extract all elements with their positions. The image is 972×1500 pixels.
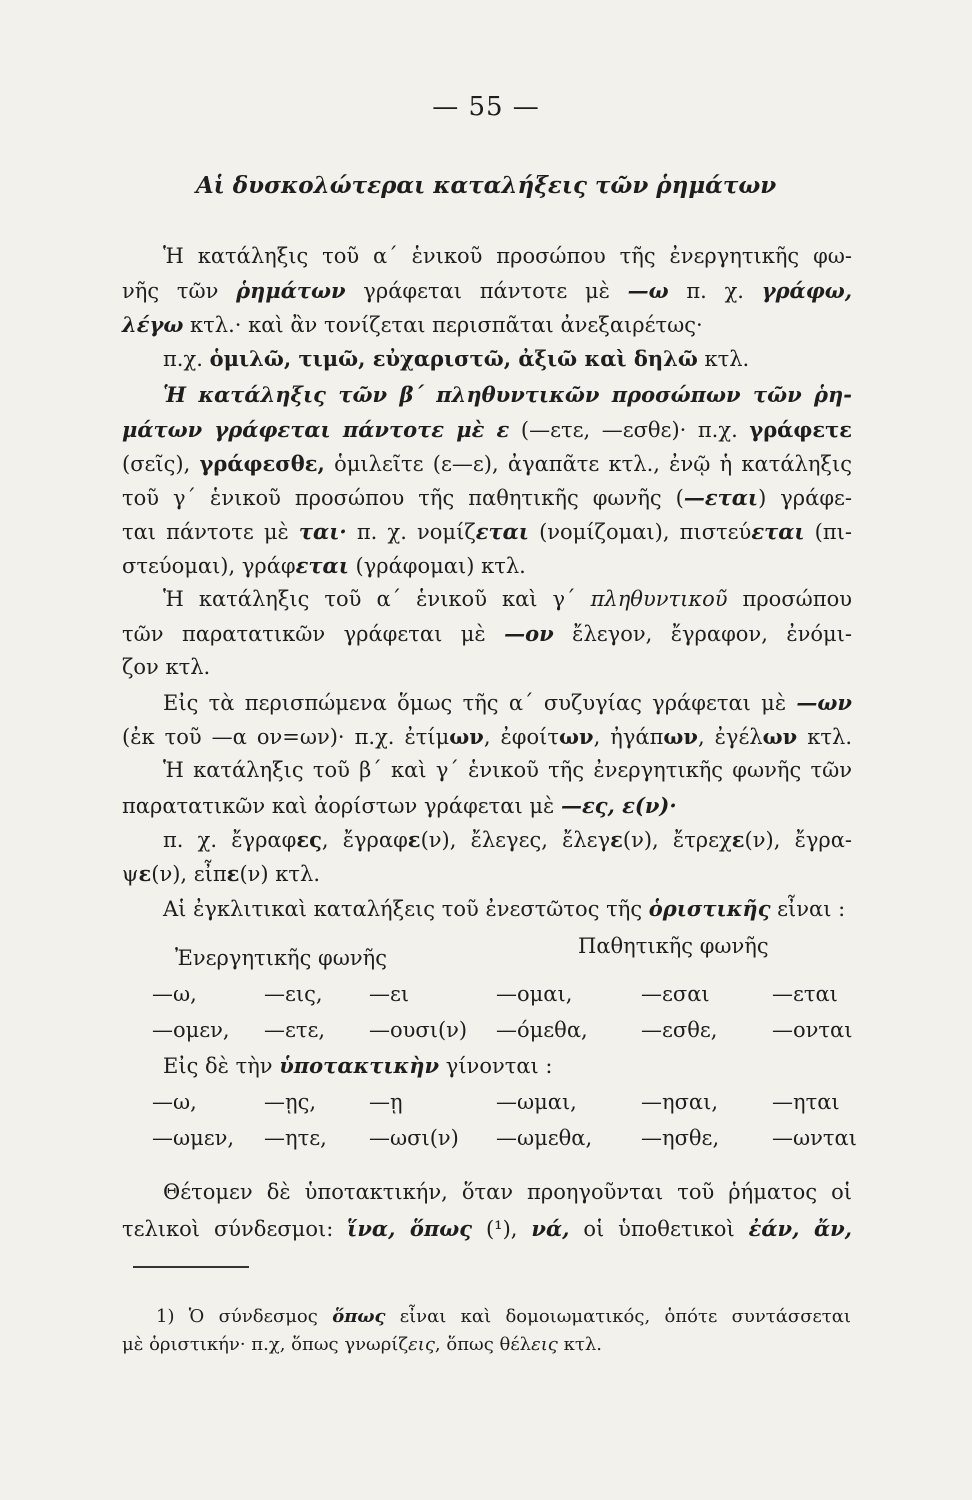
active-voice-header: Ἐνεργητικῆς φωνῆς: [175, 946, 387, 970]
paragraph-2-line-6: στεύομαι), γράφεται (γράφομαι) κτλ.: [122, 553, 526, 578]
footnote-line-2: μὲ ὁριστικήν· π.χ, ὅπως γνωρίζεις, ὅπως θέλεις κτλ.: [122, 1334, 602, 1355]
ending-cell: —ετε,: [264, 1018, 326, 1042]
section-title: Αἱ δυσκολώτεραι καταλήξεις τῶν ῥημάτων: [195, 172, 777, 199]
ending-cell: —ῃς,: [264, 1090, 317, 1114]
ending-cell: —ησθε,: [641, 1126, 720, 1150]
ending-cell: —ησαι,: [641, 1090, 719, 1114]
passive-voice-header: Παθητικῆς φωνῆς: [578, 934, 769, 958]
ending-cell: —ει: [369, 982, 410, 1006]
ending-cell: —ομαι,: [496, 982, 573, 1006]
paragraph-4-line-2: (ἐκ τοῦ —α ον=ων)· π.χ. ἐτίμων, ἐφοίτων, ἠγάπων, ἐγέλων κτλ.: [122, 724, 852, 749]
page-number: — 55 —: [432, 92, 540, 122]
ending-cell: —ωμαι,: [496, 1090, 577, 1114]
ending-cell: —ωσι(ν): [369, 1126, 459, 1150]
ending-cell: —ομεν,: [152, 1018, 230, 1042]
paragraph-2-line-1: Ἡ κατάληξις τῶν β΄ πληθυντικῶν προσώπων τῶν ῥη-: [163, 382, 852, 407]
ending-cell: —ω,: [152, 982, 197, 1006]
ending-cell: —ουσι(ν): [369, 1018, 468, 1042]
ending-cell: —ητε,: [264, 1126, 327, 1150]
paragraph-5-line-2: παρατατικῶν καὶ ἀορίστων γράφεται μὲ —ες, ε(ν)·: [122, 793, 677, 818]
ending-cell: —όμεθα,: [496, 1018, 588, 1042]
paragraph-2-line-5: ται πάντοτε μὲ ται· π. χ. νομίζεται (νομίζομαι), πιστεύεται (πι-: [122, 519, 853, 544]
paragraph-7-line-1: Εἰς δὲ τὴν ὑποτακτικὴν γίνονται :: [163, 1053, 553, 1078]
paragraph-8-line-1: Θέτομεν δὲ ὑποτακτικήν, ὅταν προηγοῦνται τοῦ ῥήματος οἱ: [163, 1180, 852, 1204]
paragraph-4-line-1: Εἰς τὰ περισπώμενα ὅμως τῆς α΄ συζυγίας γράφεται μὲ —ων: [163, 690, 852, 715]
ending-cell: —εσθε,: [641, 1018, 718, 1042]
ending-cell: —εται: [772, 982, 838, 1006]
paragraph-1-line-2: νῆς τῶν ῥημάτων γράφεται πάντοτε μὲ —ω π. χ. γράφω,: [122, 278, 853, 303]
ending-cell: —ωνται: [772, 1126, 857, 1150]
ending-cell: —εσαι: [641, 982, 710, 1006]
ending-cell: —εις,: [264, 982, 323, 1006]
paragraph-2-line-3: (σεῖς), γράφεσθε, ὁμιλεῖτε (ε—ε), ἀγαπᾶτε κτλ., ἐνῷ ἡ κατάληξις: [122, 451, 852, 476]
paragraph-8-line-2: τελικοὶ σύνδεσμοι: ἵνα, ὅπως (¹), νά, οἱ ὑποθετικοὶ ἐάν, ἄν,: [122, 1216, 852, 1241]
ending-cell: —ω,: [152, 1090, 197, 1114]
paragraph-1-line-4: π.χ. ὁμιλῶ, τιμῶ, εὐχαριστῶ, ἀξιῶ καὶ δηλῶ κτλ.: [163, 346, 750, 371]
paragraph-1-line-3: λέγω κτλ.· καὶ ἂν τονίζεται περισπᾶται ἀνεξαιρέτως·: [122, 312, 703, 337]
ending-cell: —ηται: [772, 1090, 840, 1114]
paragraph-6-line-1: Αἱ ἐγκλιτικαὶ καταλήξεις τοῦ ἐνεστῶτος τῆς ὁριστικῆς εἶναι :: [163, 896, 846, 921]
ending-cell: —ωμεθα,: [496, 1126, 593, 1150]
ending-cell: —ῃ: [369, 1090, 403, 1114]
footnote-divider: [133, 1266, 249, 1268]
paragraph-3-line-1: Ἡ κατάληξις τοῦ α΄ ἑνικοῦ καὶ γ΄ πληθυντικοῦ προσώπου: [163, 587, 852, 611]
ending-cell: —ονται: [772, 1018, 853, 1042]
paragraph-5-line-1: Ἡ κατάληξις τοῦ β΄ καὶ γ΄ ἑνικοῦ τῆς ἐνεργητικῆς φωνῆς τῶν: [163, 758, 852, 782]
footnote-line-1: 1) Ὁ σύνδεσμος ὅπως εἶναι καὶ δομοιωματικός, ὁπότε συντάσσεται: [156, 1306, 851, 1327]
paragraph-1-line-1: Ἡ κατάληξις τοῦ α΄ ἑνικοῦ προσώπου τῆς ἐνεργητικῆς φω-: [163, 244, 852, 268]
paragraph-2-line-4: τοῦ γ΄ ἑνικοῦ προσώπου τῆς παθητικῆς φωνῆς (—εται) γράφε-: [122, 485, 853, 510]
ending-cell: —ωμεν,: [152, 1126, 235, 1150]
paragraph-2-line-2: μάτων γράφεται πάντοτε μὲ ε (—ετε, —εσθε)· π.χ. γράφετε: [122, 417, 852, 442]
paragraph-5-line-4: ψε(ν), εἶπε(ν) κτλ.: [122, 861, 321, 886]
paragraph-5-line-3: π. χ. ἔγραφες, ἔγραφε(ν), ἔλεγες, ἔλεγε(ν), ἔτρεχε(ν), ἔγρα-: [163, 827, 853, 852]
paragraph-3-line-2: τῶν παρατατικῶν γράφεται μὲ —ον ἔλεγον, ἔγραφον, ἐνόμι-: [122, 621, 852, 646]
paragraph-3-line-3: ζον κτλ.: [122, 655, 211, 679]
